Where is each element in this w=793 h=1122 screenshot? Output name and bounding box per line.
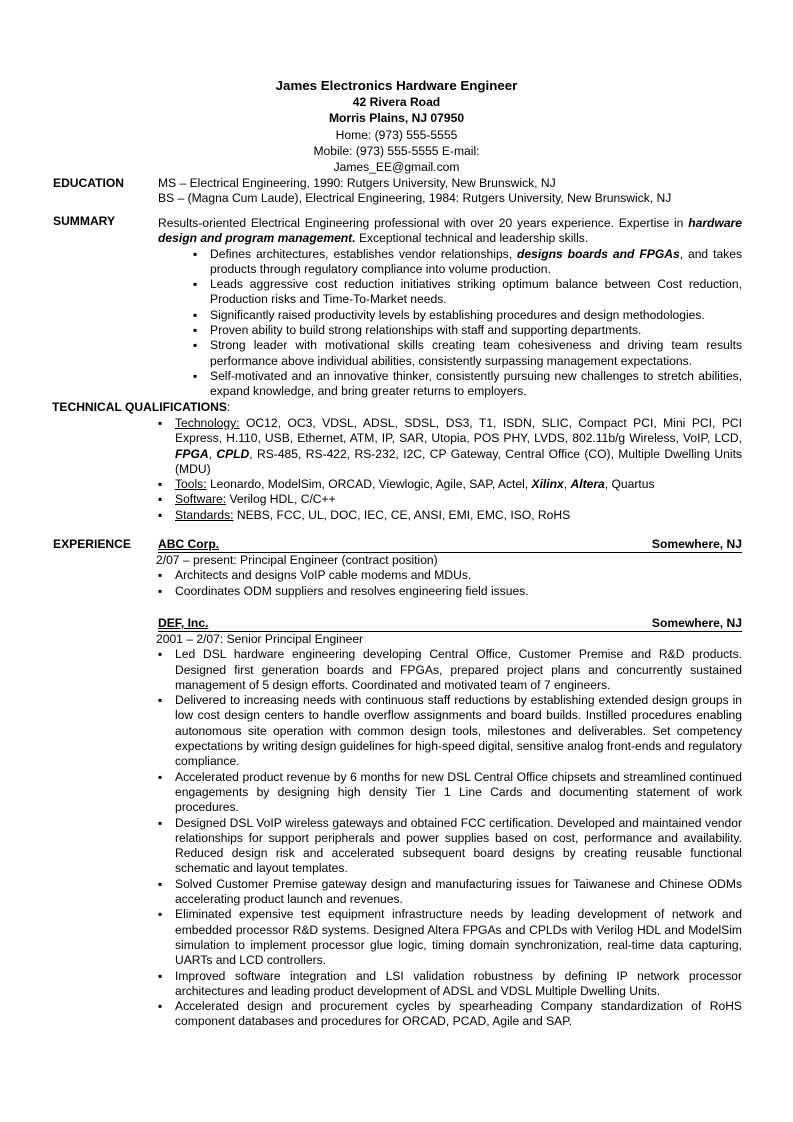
list-item: ▪ Designed DSL VoIP wireless gateways and obtained FCC certification. Developed and maintained vendor relationships for support peripherals and power supplies based on cost, performance and availability. Reduced design risk and accelerated subsequent board designs by creating reusable functional schematic and layout templates. xyxy=(175,816,742,877)
technology-sep: , xyxy=(208,446,217,461)
company-name: DEF, Inc. xyxy=(158,616,209,630)
technology-text: OC12, OC3, VDSL, ADSL, SDSL, DS3, T1, ISDN, SLIC, Compact PCI, Mini PCI, PCI Express, H.110, USB, Ethernet, ATM, IP, SAR, Utopia, POS PHY, LVDS, 802.11b/g Wireless, VoIP, LCD, xyxy=(175,416,742,446)
list-item: ▪ Solved Customer Premise gateway design and manufacturing issues for Taiwanese and Chinese ODMs accelerating product launch and revenues. xyxy=(175,877,742,908)
job-header xyxy=(158,537,742,553)
summary-expertise: hardware design and program management. xyxy=(158,216,742,246)
address-line-2: Morris Plains, NJ 07950 xyxy=(328,111,465,126)
summary-intro-tail: Exceptional technical and leadership skills. xyxy=(355,231,589,246)
list-item: ▪ Accelerated design and procurement cycles by spearheading Company standardization of RoHS component databases and procedures for ORCAD, PCAD, Agile and SAP. xyxy=(175,999,742,1030)
job-location: Somewhere, NJ xyxy=(651,537,742,551)
job-abc xyxy=(158,537,742,599)
list-item: ▪ Significantly raised productivity levels by establishing procedures and design methodologies. xyxy=(210,308,742,323)
summary-bullet-emphasis: designs boards and FPGAs xyxy=(517,246,680,261)
summary-bullets xyxy=(210,247,742,400)
education-heading: EDUCATION xyxy=(53,176,124,190)
list-item: ▪ Leads aggressive cost reduction initiatives striking optimum balance between Cost reduction, Production risks and Time-To-Market needs. xyxy=(210,277,742,308)
tools-sep: , xyxy=(563,477,571,492)
summary-section xyxy=(158,216,742,400)
technical-bullets xyxy=(175,416,742,523)
job-bullets xyxy=(175,647,742,1029)
summary-intro xyxy=(158,216,742,247)
list-item xyxy=(175,508,742,523)
summary-bullet-text: , and takes products through regulatory compliance into volume production. xyxy=(210,246,743,276)
summary-intro-text: Results-oriented Electrical Engineering professional with over 20 years experience. Expertise in xyxy=(158,216,684,230)
list-item: ▪ Proven ability to build strong relationships with staff and supporting departments. xyxy=(210,323,742,338)
technical-heading-text: TECHNICAL QUALIFICATIONS xyxy=(52,400,227,414)
standards-text: NEBS, FCC, UL, DOC, IEC, CE, ANSI, EMI, EMC, ISO, RoHS xyxy=(233,507,571,522)
home-phone: Home: (973) 555-5555 xyxy=(335,127,458,142)
list-item: ▪ Delivered to increasing needs with continuous staff reductions by establishing extended design groups in low cost design centers to handle overflow assignments and board builds. Instilled procedures enabling autonomous site operation with common design tools, milestones and deliverables. Set competency expectations by writing design guidelines for high-speed digital, sensitive analog front-ends and regulatory compliance. xyxy=(175,693,742,769)
education-entry: MS – Electrical Engineering, 1990: Rutgers University, New Brunswick, NJ xyxy=(158,176,556,190)
software-text: Verilog HDL, C/C++ xyxy=(226,492,336,507)
tools-altera: Altera xyxy=(570,477,605,492)
education-entry: BS – (Magna Cum Laude), Electrical Engineering, 1984: Rutgers University, New Brunswick, NJ xyxy=(158,191,672,206)
address-line-1: 42 Rivera Road xyxy=(352,95,441,109)
job-def xyxy=(158,616,742,1030)
resume-header xyxy=(0,77,793,175)
list-item: ▪ Eliminated expensive test equipment infrastructure needs by leading development of network and embedded processor R&D systems. Designed Altera FPGAs and CPLDs with Verilog HDL and ModelSim simulation to implement processor glue logic, timing domain synchronization, real-time data capturing, UARTs and LCD controllers. xyxy=(175,907,742,968)
list-item: ▪ Strong leader with motivational skills creating team cohesiveness and driving team results performance above individual abilities, consistently surpassing management expectations. xyxy=(210,338,742,369)
technical-heading xyxy=(52,400,230,415)
technology-fpga: FPGA xyxy=(175,446,209,461)
company-name: ABC Corp. xyxy=(158,537,220,551)
list-item xyxy=(210,247,742,278)
standards-label: Standards: xyxy=(175,507,234,522)
experience-heading: EXPERIENCE xyxy=(53,537,131,551)
list-item: ▪ Self-motivated and an innovative thinker, consistently pursuing new challenges to stretch abilities, expand knowledge, and bring greater returns to employers. xyxy=(210,369,742,400)
list-item xyxy=(175,416,742,477)
list-item xyxy=(175,477,742,492)
summary-bullet-text: Defines architectures, establishes vendor relationships, xyxy=(210,246,518,261)
email: James_EE@gmail.com xyxy=(333,160,460,175)
list-item xyxy=(175,492,742,507)
technology-text-2: , RS-485, RS-422, RS-232, I2C, CP Gateway, Central Office (CO), Multiple Dwelling Units (MDU) xyxy=(175,446,742,476)
list-item: ▪ Improved software integration and LSI validation robustness by defining IP network processor architectures and leading product development of ADSL and VDSL Multiple Dwelling Units. xyxy=(175,969,742,1000)
job-location: Somewhere, NJ xyxy=(651,616,742,630)
tools-xilinx: Xilinx xyxy=(531,477,564,492)
candidate-name: James Electronics Hardware Engineer xyxy=(275,78,518,93)
software-label: Software: xyxy=(175,492,227,507)
technical-section xyxy=(175,416,742,523)
tools-text: Leonardo, ModelSim, ORCAD, Viewlogic, Agile, SAP, Actel, xyxy=(206,477,532,492)
list-item: ▪ Led DSL hardware engineering developing Central Office, Customer Premise and R&D products. Designed first generation boards and FPGAs, prepared project plans and concurrently sustained management of 5 design efforts. Coordinated and motivated team of 7 engineers. xyxy=(175,647,742,693)
tools-label: Tools: xyxy=(175,477,207,492)
tools-text-2: , Quartus xyxy=(604,477,655,492)
job-title: 2/07 – present: Principal Engineer (contract position) xyxy=(156,553,438,567)
technology-label: Technology: xyxy=(175,416,240,430)
list-item: ▪ Architects and designs VoIP cable modems and MDUs. xyxy=(175,568,742,583)
list-item: ▪ Coordinates ODM suppliers and resolves engineering field issues. xyxy=(175,584,742,599)
technology-cpld: CPLD xyxy=(216,446,250,461)
job-header xyxy=(158,616,742,632)
list-item: ▪ Accelerated product revenue by 6 months for new DSL Central Office chipsets and streamlined continued engagements by designing high density Tier 1 Line Cards and documenting statement of work procedures. xyxy=(175,770,742,816)
job-bullets xyxy=(175,568,742,599)
summary-heading: SUMMARY xyxy=(53,214,116,228)
education-section xyxy=(158,176,748,207)
job-title: 2001 – 2/07: Senior Principal Engineer xyxy=(156,632,364,646)
technical-heading-colon: : xyxy=(226,400,231,414)
mobile-phone: Mobile: (973) 555-5555 E-mail: xyxy=(313,143,480,158)
